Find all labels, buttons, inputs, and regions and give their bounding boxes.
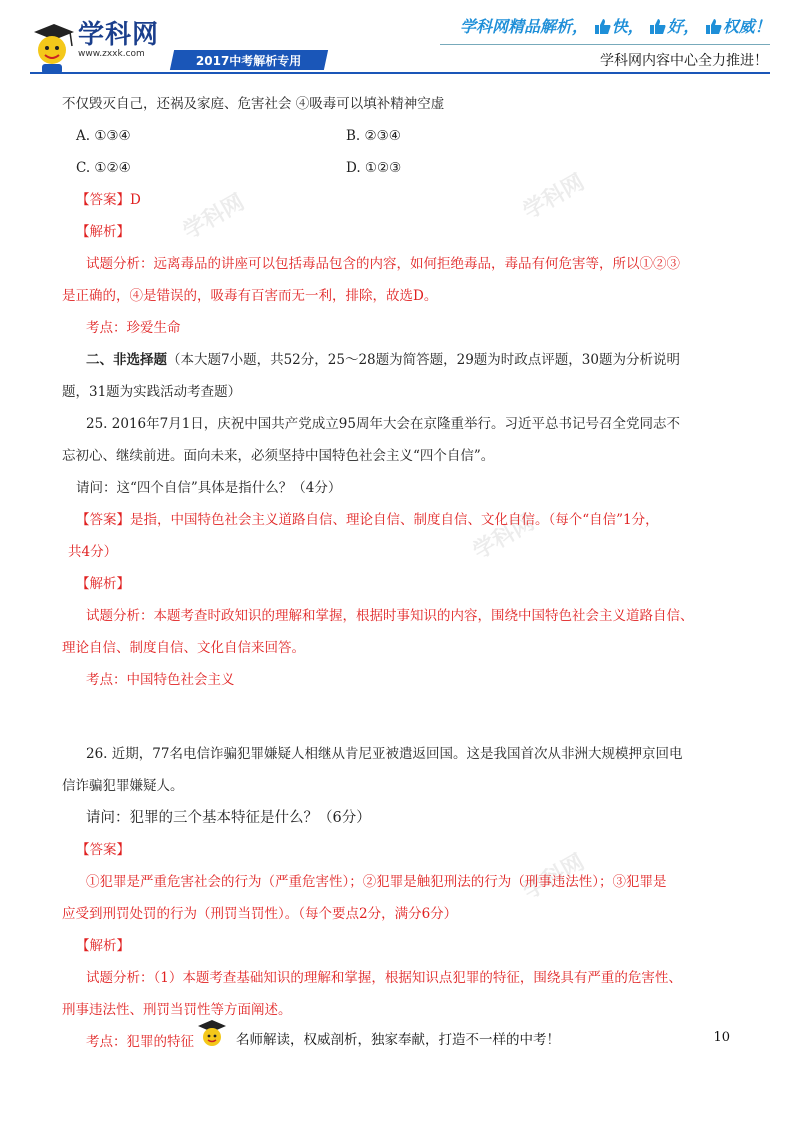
question-tail: 不仅毁灭自己，还祸及家庭、危害社会 ④吸毒可以填补精神空虚 [62, 96, 445, 112]
analysis-text: 刑事违法性、刑罚当罚性等方面阐述。 [62, 1002, 292, 1018]
choices-row [62, 120, 742, 152]
thumbs-up-icon [594, 17, 612, 35]
header-divider [440, 44, 770, 45]
section-desc: 题，31题为实践活动考查题） [62, 384, 242, 400]
kaodian: 考点：珍爱生命 [86, 320, 181, 336]
analysis-text: 是正确的，④是错误的，吸毒有百害而无一利，排除，故选D。 [62, 288, 438, 304]
slogan-good: 好， [667, 17, 700, 36]
logo-url: www.zxxk.com [78, 49, 145, 59]
graduate-mascot-icon [196, 1018, 228, 1050]
analysis-text: 试题分析：（1）本题考查基础知识的理解和掌握，根据知识点犯罪的特征，围绕具有严重的危害性、 [86, 970, 682, 986]
watermark: 学科网 [519, 169, 589, 225]
slogan [460, 14, 771, 37]
document-body [62, 88, 742, 1058]
thumbs-up-icon [705, 17, 723, 35]
question-26-text: 26. 近期，77名电信诈骗犯罪嫌疑人相继从肯尼亚被遣返回国。这是我国首次从非洲大规模押京回电 [86, 746, 683, 762]
answer: 共4分） [68, 544, 118, 560]
analysis-label: 【解析】 [76, 576, 130, 592]
kaodian: 考点：中国特色社会主义 [86, 672, 235, 688]
section-heading [62, 344, 742, 376]
header-rule [30, 72, 770, 74]
kaodian: 考点：犯罪的特征 [86, 1034, 194, 1050]
choices-row [62, 152, 742, 184]
header-tagline: 学科网内容中心全力推进！ [600, 53, 768, 69]
answer: 【答案】D [76, 192, 141, 208]
site-logo [30, 14, 180, 74]
question-25-prompt: 请问：这“四个自信”具体是指什么？（4分） [76, 480, 342, 496]
answer: 【答案】是指，中国特色社会主义道路自信、理论自信、制度自信、文化自信。（每个“自信”1分， [76, 512, 659, 528]
analysis-label: 【解析】 [76, 938, 130, 954]
footer-slogan: 名师解读，权威剖析，独家奉献，打造不一样的中考！ [236, 1032, 560, 1048]
section-title: 二、非选择题 [86, 352, 167, 368]
page-number: 10 [713, 1030, 730, 1045]
slogan-fast: 快， [611, 17, 644, 36]
logo-text: 学科网 [78, 20, 160, 50]
choice-a: A. ①③④ [76, 128, 131, 144]
question-26-text: 信诈骗犯罪嫌疑人。 [62, 778, 184, 794]
graduate-mascot-icon [30, 18, 76, 76]
slogan-authority: 权威！ [722, 17, 771, 36]
analysis-label: 【解析】 [76, 224, 130, 240]
watermark: 学科网 [519, 849, 589, 905]
exam-banner: 2017中考解析专用 [170, 50, 328, 70]
question-25-text: 忘初心、继续前进。面向未来，必须坚持中国特色社会主义“四个自信”。 [62, 448, 495, 464]
question-25-text: 25. 2016年7月1日，庆祝中国共产党成立95周年大会在京隆重举行。习近平总书记号召全党同志不 [86, 416, 680, 432]
choice-b: B. ②③④ [346, 128, 401, 144]
watermark: 学科网 [179, 189, 249, 245]
analysis-text: 试题分析：本题考查时政知识的理解和掌握，根据时事知识的内容，围绕中国特色社会主义道路自信、 [86, 608, 694, 624]
choice-d: D. ①②③ [346, 160, 402, 176]
analysis-text: 理论自信、制度自信、文化自信来回答。 [62, 640, 305, 656]
section-desc: （本大题7小题，共52分，25～28题为简答题，29题为时政点评题，30题为分析说明 [167, 352, 680, 368]
answer: 应受到刑罚处罚的行为（刑罚当罚性）。（每个要点2分，满分6分） [62, 906, 458, 922]
answer: ①犯罪是严重危害社会的行为（严重危害性）；②犯罪是触犯刑法的行为（刑事违法性）；③犯罪是 [86, 874, 667, 890]
watermark: 学科网 [469, 509, 539, 565]
question-26-prompt: 请问：犯罪的三个基本特征是什么？（6分） [86, 810, 371, 826]
analysis-text: 试题分析：远离毒品的讲座可以包括毒品包含的内容，如何拒绝毒品，毒品有何危害等，所以①②③ [86, 256, 680, 272]
choice-c: C. ①②④ [76, 160, 131, 176]
slogan-prefix: 学科网精品解析， [460, 17, 589, 36]
thumbs-up-icon [649, 17, 667, 35]
answer-label: 【答案】 [76, 842, 130, 858]
